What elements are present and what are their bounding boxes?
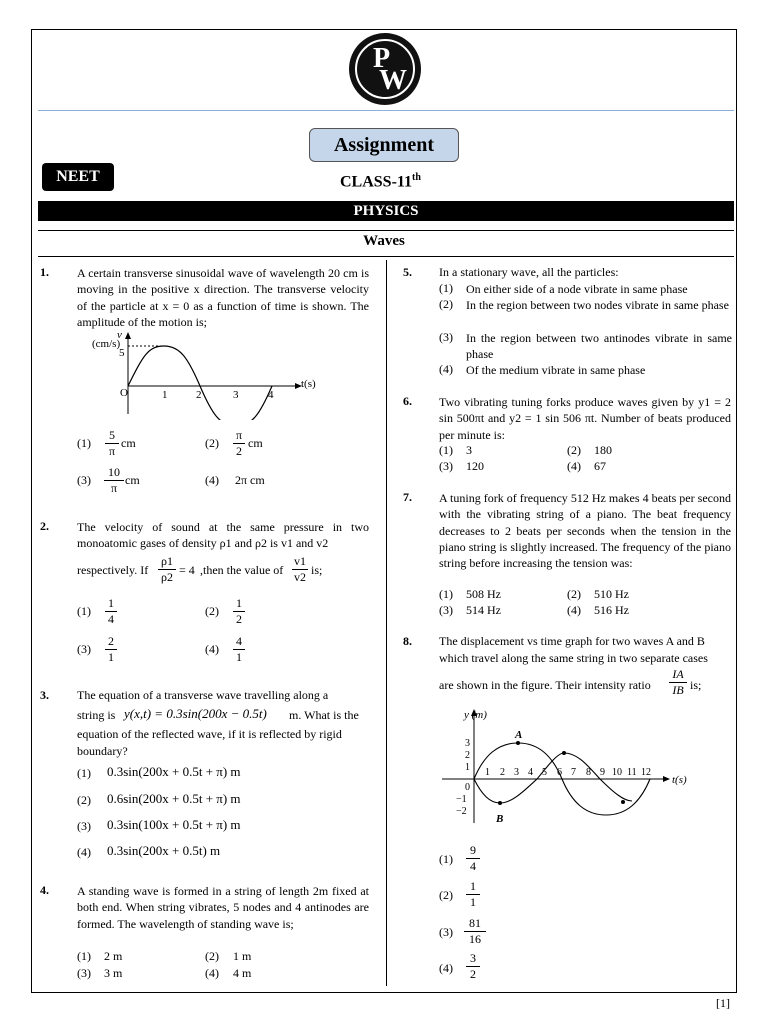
graph-ylabel: v (117, 329, 122, 341)
graph-xtick: 10 (612, 767, 622, 778)
exam-badge: NEET (42, 163, 114, 191)
question-number: 4. (40, 883, 49, 897)
option-value: 2π cm (235, 473, 265, 487)
density-ratio: $\frac{\rho 1}{\rho 2}$ (158, 554, 176, 585)
graph-ytick: −2 (456, 806, 467, 817)
question-text: A standing wave is formed in a string of length 2m fixed at both end. When string vibrates, 5 nodes and 4 antinodes are formed. The wavelength of standing wave is; (77, 884, 369, 931)
option-value: 67 (594, 459, 606, 473)
graph-ytick: 1 (465, 762, 470, 773)
option-label: (4) (205, 473, 219, 487)
option-label: (1) (439, 587, 453, 601)
option-label: (3) (77, 966, 91, 980)
intensity-ratio: $\frac{IA}{IB}$ (669, 667, 687, 698)
option-label: (4) (439, 961, 453, 975)
option-label: (4) (567, 603, 581, 617)
question-text: = 4 (179, 563, 195, 577)
option-label: (3) (77, 473, 91, 487)
option-value: 516 Hz (594, 603, 629, 617)
graph-ytick: 0 (465, 782, 470, 793)
question-text: is; (690, 678, 702, 692)
option-label: (2) (567, 587, 581, 601)
header-divider (38, 110, 734, 111)
option-value: 0.3sin(100x + 0.5t + π) m (107, 817, 241, 832)
question-text: is; (311, 563, 323, 577)
option-value: 2 m (104, 949, 123, 963)
option-value: In the region between two antinodes vibrate in same phase (466, 331, 732, 362)
option-label: (4) (205, 642, 219, 656)
graph-ytick: −1 (456, 794, 467, 805)
option-unit: cm (121, 436, 136, 450)
question-text: boundary? (77, 744, 128, 758)
option-fraction: $\frac{9}{4}$ (466, 843, 480, 874)
graph-xtick: 3 (514, 767, 519, 778)
option-value: 510 Hz (594, 587, 629, 601)
option-label: (2) (205, 436, 219, 450)
graph-xtick: 12 (641, 767, 651, 778)
graph-xtick: 3 (233, 389, 239, 401)
question-text: Two vibrating tuning forks produce waves given by y1 = 2 sin 500πt and y2 = 1 sin 506 πt. Number of beats produced per minute is: (439, 395, 731, 442)
option-label: (1) (439, 281, 453, 295)
velocity-time-graph (88, 328, 328, 420)
divider (38, 256, 734, 257)
question-text: The velocity of sound at the same pressure in two monoatomic gases of density ρ1 and ρ2 is v1 and v2 (77, 520, 369, 551)
question-number: 2. (40, 519, 49, 533)
option-label: (1) (77, 436, 91, 450)
pw-logo: P W (349, 33, 421, 105)
question-text: respectively. If (77, 563, 149, 577)
graph-xtick: 7 (571, 767, 576, 778)
option-fraction: $\frac{3}{2}$ (466, 951, 480, 982)
option-label: (4) (205, 966, 219, 980)
question-text: m. What is the (289, 708, 359, 722)
option-fraction: $\frac{1}{4}$ (105, 596, 117, 627)
velocity-ratio: $\frac{v1}{v2}$ (294, 554, 306, 584)
option-value: 4 m (233, 966, 252, 980)
question-text: The equation of a transverse wave travelling along a (77, 688, 329, 702)
question-number: 3. (40, 688, 49, 702)
question-number: 5. (403, 265, 412, 279)
graph-xlabel: t(s) (301, 378, 316, 390)
option-value: 120 (466, 459, 484, 473)
option-value: 0.3sin(200x + 0.5t + π) m (107, 764, 241, 779)
option-fraction: $\frac{5}{\pi}$ (105, 428, 119, 459)
question-text: The displacement vs time graph for two waves A and B (439, 634, 705, 648)
graph-yunit: (cm/s) (92, 338, 121, 350)
graph-xtick: 5 (542, 767, 547, 778)
assignment-badge: Assignment (309, 128, 459, 162)
graph-ylabel: y (m) (464, 709, 487, 721)
question-text: A tuning fork of frequency 512 Hz makes 4 beats per second with the vibrating string of a piano. The beat frequency decreases to 2 beats per seconds when the tension in the piano string is slightly increased. The frequency of the piano string before increasing the tension was: (439, 491, 731, 571)
option-label: (2) (205, 604, 219, 618)
question-text: A certain transverse sinusoidal wave of wavelength 20 cm is moving in the positive x direction. The transverse velocity of the particle at x = 0 as a function of time is shown. The amplitude of the motion is; (77, 266, 369, 329)
question-number: 7. (403, 490, 412, 504)
option-value: On either side of a node vibrate in same phase (466, 282, 688, 296)
option-label: (3) (439, 925, 453, 939)
option-label: (2) (439, 888, 453, 902)
option-value: 0.3sin(200x + 0.5t) m (107, 843, 221, 858)
option-fraction: $\frac{10}{\pi}$ (104, 465, 124, 496)
option-label: (3) (439, 603, 453, 617)
question-text: string is (77, 708, 116, 722)
graph-xlabel: t(s) (672, 774, 687, 786)
page-number: [1] (716, 996, 730, 1010)
graph-origin: O (120, 387, 128, 399)
question-text: In a stationary wave, all the particles: (439, 265, 619, 279)
class-label: CLASS-11th (340, 172, 421, 191)
option-label: (3) (439, 459, 453, 473)
question-text: ,then the value of (200, 563, 284, 577)
option-label: (2) (77, 793, 91, 807)
option-label: (1) (439, 852, 453, 866)
option-unit: cm (248, 436, 263, 450)
graph-xtick: 2 (196, 389, 202, 401)
option-label: (1) (77, 604, 91, 618)
option-value: 508 Hz (466, 587, 501, 601)
question-number: 8. (403, 634, 412, 648)
wave-equation: y(x,t) = 0.3sin(200x − 0.5t) (124, 706, 267, 721)
option-value: 3 m (104, 966, 123, 980)
graph-ytick: 5 (119, 347, 125, 359)
option-fraction: $\frac{2}{1}$ (105, 634, 117, 665)
option-unit: cm (125, 473, 140, 487)
subject-bar: PHYSICS (38, 201, 734, 221)
option-label: (1) (439, 443, 453, 457)
option-fraction: $\frac{81}{16}$ (464, 916, 486, 947)
option-value: 1 m (233, 949, 252, 963)
graph-xtick: 1 (162, 389, 168, 401)
option-value: 0.6sin(200x + 0.5t + π) m (107, 791, 241, 806)
graph-xtick: 4 (528, 767, 533, 778)
option-fraction: $\frac{1}{1}$ (466, 879, 480, 910)
option-fraction: $\frac{\pi}{2}$ (233, 428, 245, 459)
option-label: (2) (205, 949, 219, 963)
graph-xtick: 9 (600, 767, 605, 778)
graph-ytick: 2 (465, 750, 470, 761)
option-label: (3) (439, 330, 453, 344)
graph-xtick: 2 (500, 767, 505, 778)
option-fraction: $\frac{1}{2}$ (233, 596, 245, 627)
option-value: 3 (466, 443, 472, 457)
option-label: (4) (77, 845, 91, 859)
option-fraction: $\frac{4}{1}$ (233, 634, 245, 665)
option-label: (1) (77, 949, 91, 963)
graph-xtick: 8 (586, 767, 591, 778)
option-label: (3) (77, 642, 91, 656)
option-value: 180 (594, 443, 612, 457)
option-value: In the region between two nodes vibrate in same phase (466, 298, 729, 312)
option-label: (2) (567, 443, 581, 457)
question-number: 6. (403, 394, 412, 408)
graph-xtick: 6 (557, 767, 562, 778)
question-text: which travel along the same string in two separate cases (439, 651, 708, 665)
graph-ytick: 3 (465, 738, 470, 749)
graph-xtick: 11 (627, 767, 637, 778)
option-label: (1) (77, 766, 91, 780)
question-number: 1. (40, 265, 49, 279)
divider (38, 230, 734, 231)
option-label: (4) (439, 362, 453, 376)
question-text: are shown in the figure. Their intensity ratio (439, 678, 651, 692)
option-label: (2) (439, 297, 453, 311)
option-label: (3) (77, 819, 91, 833)
option-label: (4) (567, 459, 581, 473)
chapter-title: Waves (363, 233, 405, 249)
wave-label-b: B (496, 813, 504, 825)
column-divider (386, 260, 387, 986)
option-value: 514 Hz (466, 603, 501, 617)
wave-label-a: A (515, 729, 523, 741)
question-text: equation of the reflected wave, if it is reflected by rigid (77, 727, 342, 741)
graph-xtick: 4 (268, 389, 274, 401)
graph-xtick: 1 (485, 767, 490, 778)
displacement-time-graph (428, 703, 718, 828)
option-value: Of the medium vibrate in same phase (466, 363, 646, 377)
